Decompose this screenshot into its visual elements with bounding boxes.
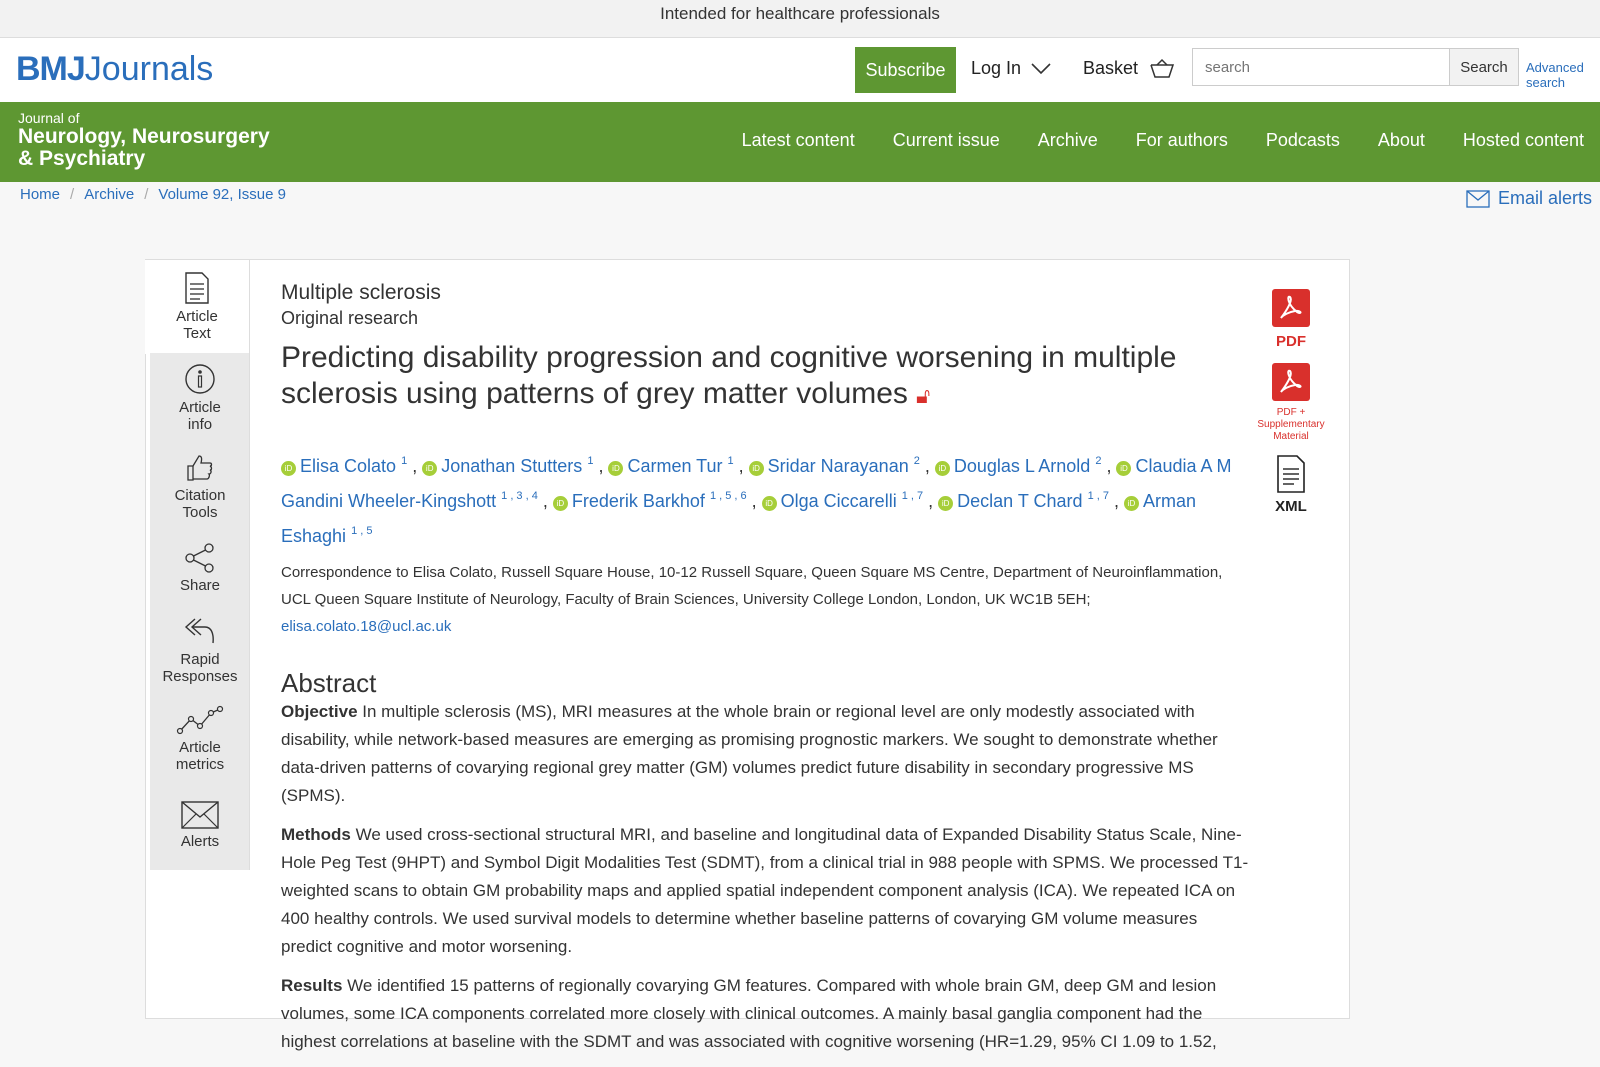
author-name: Elisa Colato	[300, 456, 397, 476]
author-separator: ,	[593, 456, 609, 476]
orcid-icon[interactable]: iD	[1124, 496, 1139, 511]
author-affiliation[interactable]: 2	[1095, 455, 1102, 467]
orcid-icon[interactable]: iD	[608, 461, 623, 476]
author-affiliation[interactable]: 1 , 7	[1087, 490, 1109, 502]
open-access-icon: 🔓︎	[915, 383, 931, 408]
author-link[interactable]	[938, 491, 1109, 511]
author-affiliation[interactable]: 1 , 5 , 6	[709, 490, 747, 502]
chevron-down-icon	[1031, 63, 1051, 75]
orcid-icon[interactable]: iD	[422, 461, 437, 476]
subscribe-button[interactable]: Subscribe	[855, 47, 956, 93]
email-alerts-link[interactable]	[1466, 188, 1592, 209]
author-name: Claudia A M Gandini Wheeler-Kingshott	[281, 456, 1232, 511]
author-list	[281, 446, 1251, 551]
pdf-download[interactable]: PDF	[1236, 288, 1346, 350]
author-link[interactable]	[935, 456, 1102, 476]
author-link[interactable]	[553, 491, 747, 511]
author-name: Jonathan Stutters	[441, 456, 583, 476]
author-name: Arman Eshaghi	[281, 491, 1196, 546]
download-panel	[1236, 288, 1346, 515]
nav-for-authors[interactable]: For authors	[1135, 130, 1228, 150]
envelope-icon	[1466, 190, 1490, 208]
xml-download[interactable]: XML	[1236, 455, 1346, 515]
article-content	[281, 280, 1251, 1067]
abstract-methods: Methods We used cross-sectional structural MRI, and baseline and longitudinal data of Expanded Disability Status Scale, Nine-Hole Peg Test (9HPT) and Symbol Digit Modalities Test (SDMT), from a clinical trial in 988 people with SPMS. We processed T1-weighted scans to obtain GM probability maps and applied spatial independent component analysis (ICA). We repeated ICA on 400 healthy controls. We used survival models to determine whether baseline patterns of covarying GM volume measures predict cognitive and motor worsening.	[281, 825, 1249, 956]
breadcrumb-archive[interactable]: Archive	[84, 186, 135, 203]
orcid-icon[interactable]: iD	[281, 461, 296, 476]
author-separator: ,	[407, 456, 423, 476]
sidebar-item-share[interactable]: Share	[150, 543, 250, 594]
author-link[interactable]	[281, 456, 407, 476]
author-separator: ,	[746, 491, 762, 511]
journal-title[interactable]: Journal of Neurology, Neurosurgery & Psychiatry	[18, 110, 270, 170]
breadcrumb	[20, 186, 286, 203]
author-name: Sridar Narayanan	[767, 456, 909, 476]
author-affiliation[interactable]: 1	[727, 455, 734, 467]
author-link[interactable]	[762, 491, 923, 511]
author-link[interactable]	[422, 456, 593, 476]
search-input[interactable]	[1192, 48, 1450, 86]
orcid-icon[interactable]: iD	[553, 496, 568, 511]
nav-about[interactable]: About	[1377, 130, 1425, 150]
abstract-results: Results We identified 15 patterns of regionally covarying GM features. Compared with whole brain GM, deep GM and lesion volumes, some ICA components correlated more closely with clinical outcomes. A mainly basal ganglia component had the highest correlations at baseline with the SDMT and was associated with cognitive worsening (HR=1.29, 95% CI 1.09 to 1.52,	[281, 976, 1217, 1051]
pdf-icon	[1271, 362, 1311, 402]
author-separator: ,	[1101, 456, 1117, 476]
author-link[interactable]	[749, 456, 920, 476]
orcid-icon[interactable]: iD	[749, 461, 764, 476]
orcid-icon[interactable]: iD	[762, 496, 777, 511]
author-link[interactable]	[608, 456, 733, 476]
orcid-icon[interactable]: iD	[1116, 461, 1131, 476]
author-affiliation[interactable]: 1	[587, 455, 594, 467]
author-separator: ,	[923, 491, 939, 511]
login-label: Log In	[971, 58, 1022, 78]
sidebar-item-rapid-responses[interactable]: Rapid Responses	[150, 615, 250, 685]
site-header	[0, 38, 1600, 102]
basket-icon	[1150, 59, 1174, 79]
pdf-supplementary-download[interactable]: PDF + Supplementary Material	[1236, 362, 1346, 443]
author-affiliation[interactable]: 1	[401, 455, 408, 467]
login-menu[interactable]	[971, 58, 1051, 79]
envelope-icon	[181, 801, 219, 829]
email-alerts-label: Email alerts	[1497, 188, 1592, 208]
main-nav	[742, 130, 1584, 151]
article-text-icon	[184, 272, 210, 304]
breadcrumb-separator: /	[70, 186, 75, 203]
thumbs-up-icon	[185, 453, 215, 483]
orcid-icon[interactable]: iD	[935, 461, 950, 476]
breadcrumb-issue[interactable]: Volume 92, Issue 9	[158, 186, 286, 203]
author-name: Carmen Tur	[627, 456, 723, 476]
abstract-heading: Abstract	[281, 668, 377, 698]
author-separator: ,	[733, 456, 749, 476]
nav-hosted-content[interactable]: Hosted content	[1462, 130, 1584, 150]
sidebar-item-alerts[interactable]: Alerts	[150, 801, 250, 850]
reply-icon	[183, 615, 217, 647]
article-sidebar	[150, 353, 250, 870]
nav-current-issue[interactable]: Current issue	[892, 130, 1000, 150]
advanced-search-link[interactable]: Advanced search	[1526, 60, 1584, 90]
article-subject[interactable]: Multiple sclerosis	[281, 281, 441, 304]
breadcrumb-home[interactable]: Home	[20, 186, 61, 203]
bmj-journals-logo[interactable]: BMJJournals	[16, 50, 214, 88]
author-name: Douglas L Arnold	[953, 456, 1091, 476]
breadcrumb-separator: /	[144, 186, 149, 203]
author-separator: ,	[537, 491, 553, 511]
basket-link[interactable]	[1083, 58, 1174, 79]
article-card	[145, 259, 1350, 1051]
author-name: Frederik Barkhof	[571, 491, 705, 511]
pdf-icon	[1271, 288, 1311, 328]
abstract-objective: Objective In multiple sclerosis (MS), MRI measures at the whole brain or regional level are only modestly associated with disability, while network-based measures are emerging as promising prognostic markers. We sought to demonstrate whether data-driven patterns of covarying regional grey matter (GM) volumes predict future disability in secondary progressive MS (SPMS).	[281, 702, 1218, 805]
author-name: Olga Ciccarelli	[780, 491, 897, 511]
sidebar-item-article-info[interactable]: Article info	[150, 363, 250, 433]
author-name: Declan T Chard	[957, 491, 1083, 511]
author-separator: ,	[1108, 491, 1124, 511]
author-affiliation[interactable]: 1 , 3 , 4	[501, 490, 538, 502]
share-icon	[184, 543, 216, 573]
author-affiliation[interactable]: 2	[913, 455, 920, 467]
nav-latest-content[interactable]: Latest content	[741, 130, 855, 150]
xml-file-icon	[1276, 455, 1306, 493]
sidebar-item-article-metrics[interactable]: Article metrics	[150, 705, 250, 773]
metrics-icon	[177, 705, 223, 735]
sidebar-item-citation-tools[interactable]: Citation Tools	[150, 453, 250, 521]
author-affiliation[interactable]: 1 , 7	[901, 490, 924, 502]
journal-navbar	[0, 102, 1600, 182]
nav-archive[interactable]: Archive	[1037, 130, 1098, 150]
sidebar-item-article-text[interactable]: Article Text	[145, 260, 250, 354]
info-icon	[184, 363, 216, 395]
healthcare-notice: Intended for healthcare professionals	[0, 0, 1600, 38]
search-button[interactable]: Search	[1449, 48, 1519, 86]
correspondence-email[interactable]: elisa.colato.18@ucl.ac.uk	[281, 618, 452, 635]
author-affiliation[interactable]: 1 , 5	[351, 525, 373, 537]
orcid-icon[interactable]: iD	[938, 496, 953, 511]
basket-label: Basket	[1083, 58, 1139, 78]
article-type: Original research	[281, 308, 419, 328]
nav-podcasts[interactable]: Podcasts	[1265, 130, 1340, 150]
author-separator: ,	[919, 456, 935, 476]
article-title: Predicting disability progression and cognitive worsening in multiple sclerosis using patterns of grey matter volumes 🔓︎	[281, 341, 1177, 410]
correspondence: Correspondence to Elisa Colato, Russell Square House, 10-12 Russell Square, Queen Square MS Centre, Department of Neuroinflammation, UCL Queen Square Institute of Neurology, Faculty of Brain Sciences, University College London, London, UK WC1B 5EH;	[281, 564, 1223, 608]
